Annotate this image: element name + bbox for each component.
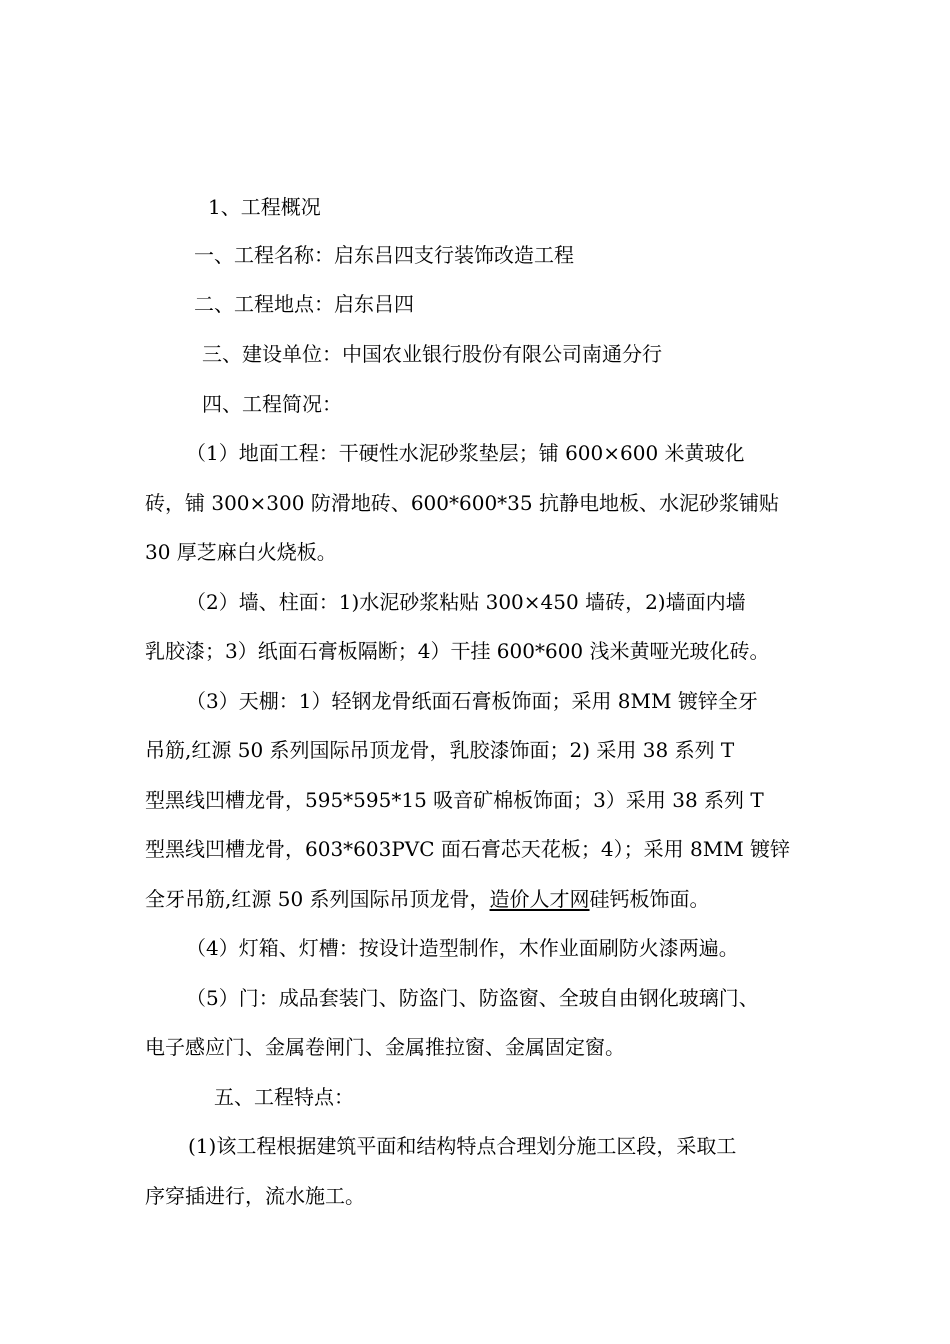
ceiling-works-line-5-end: 硅钙板饰面。 — [589, 887, 710, 911]
lightbox-works-line-1: （4）灯箱、灯槽：按设计造型制作，木作业面刷防火漆两遍。 — [186, 936, 739, 960]
features-line-2: 序穿插进行，流水施工。 — [145, 1184, 365, 1208]
door-works-line-1: （5）门：成品套装门、防盗门、防盗窗、全玻自由钢化玻璃门、 — [186, 986, 759, 1010]
section-title: 1、工程概况 — [208, 195, 321, 219]
features-heading: 五、工程特点： — [214, 1085, 354, 1109]
project-location: 二、工程地点：启东吕四 — [194, 292, 414, 316]
ceiling-works-line-1: （3）天棚：1）轻钢龙骨纸面石膏板饰面；采用 8MM 镀锌全牙 — [186, 689, 758, 713]
features-line-1: (1)该工程根据建筑平面和结构特点合理划分施工区段，采取工 — [188, 1134, 737, 1158]
ceiling-works-line-3: 型黑线凹槽龙骨，595*595*15 吸音矿棉板饰面；3）采用 38 系列 T — [145, 788, 764, 812]
wall-works-line-1: （2）墙、柱面：1)水泥砂浆粘贴 300×450 墙砖，2)墙面内墙 — [186, 590, 746, 614]
construction-unit: 三、建设单位：中国农业银行股份有限公司南通分行 — [202, 342, 662, 366]
floor-works-line-3: 30 厚芝麻白火烧板。 — [145, 540, 337, 564]
wall-works-line-2: 乳胶漆；3）纸面石膏板隔断；4）干挂 600*600 浅米黄哑光玻化砖。 — [145, 639, 770, 663]
door-works-line-2: 电子感应门、金属卷闸门、金属推拉窗、金属固定窗。 — [145, 1035, 625, 1059]
floor-works-line-1: （1）地面工程：干硬性水泥砂浆垫层；铺 600×600 米黄玻化 — [186, 441, 745, 465]
ceiling-works-line-5-start: 全牙吊筋,红源 50 系列国际吊顶龙骨， — [145, 887, 490, 911]
ceiling-works-line-2: 吊筋,红源 50 系列国际吊顶龙骨，乳胶漆饰面；2) 采用 38 系列 T — [145, 738, 735, 762]
project-name: 一、工程名称：启东吕四支行装饰改造工程 — [194, 243, 574, 267]
floor-works-line-2: 砖，铺 300×300 防滑地砖、600*600*35 抗静电地板、水泥砂浆铺贴 — [145, 491, 779, 515]
ceiling-works-line-4: 型黑线凹槽龙骨，603*603PVC 面石膏芯天花板；4）；采用 8MM 镀锌 — [145, 837, 791, 861]
ceiling-works-line-5 — [145, 884, 710, 914]
project-overview-heading: 四、工程简况： — [202, 392, 342, 416]
watermark-link-text[interactable]: 造价人才网 — [489, 887, 590, 911]
